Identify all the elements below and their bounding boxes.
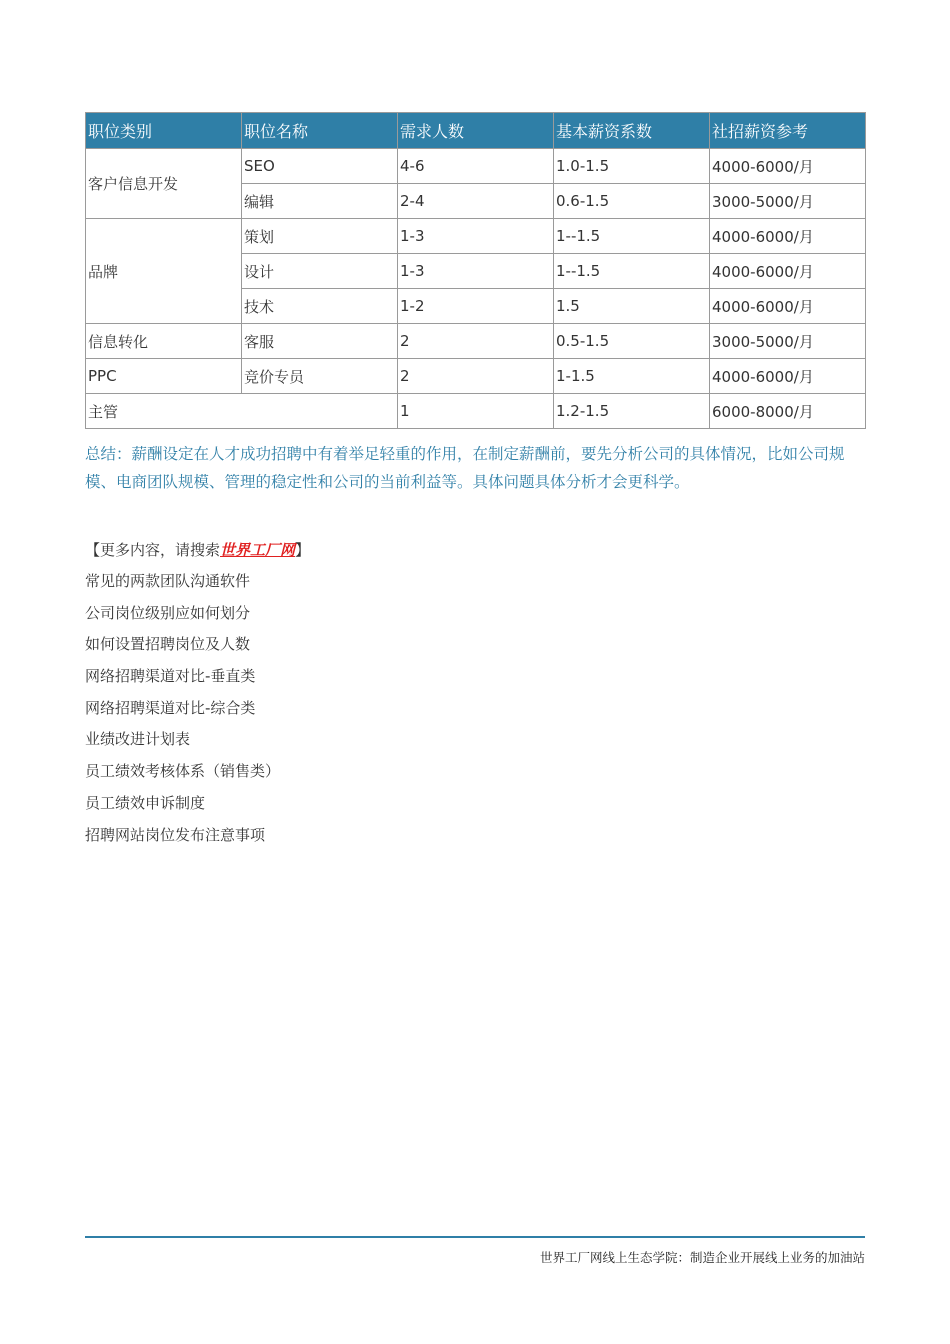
salary-cell: 4000-6000/月: [710, 254, 866, 289]
salary-cell: 4000-6000/月: [710, 149, 866, 184]
position-cell: 策划: [242, 219, 398, 254]
coef-cell: 0.6-1.5: [554, 184, 710, 219]
count-cell: 1-2: [398, 289, 554, 324]
position-cell: 客服: [242, 324, 398, 359]
count-cell: 1-3: [398, 254, 554, 289]
count-cell: 4-6: [398, 149, 554, 184]
header-salary: 社招薪资参考: [710, 113, 866, 149]
salary-cell: 6000-8000/月: [710, 394, 866, 429]
category-cell: 品牌: [86, 219, 242, 324]
related-link[interactable]: 公司岗位级别应如何划分: [85, 603, 251, 622]
position-cell: 竞价专员: [242, 359, 398, 394]
position-cell: 编辑: [242, 184, 398, 219]
salary-cell: 4000-6000/月: [710, 359, 866, 394]
related-link[interactable]: 常见的两款团队沟通软件: [85, 572, 251, 590]
coef-cell: 1.5: [554, 289, 710, 324]
footer-text: 世界工厂网线上生态学院：制造企业开展线上业务的加油站: [539, 1250, 865, 1265]
header-category: 职位类别: [86, 113, 242, 149]
salary-cell: 4000-6000/月: [710, 219, 866, 254]
related-link[interactable]: 招聘网站岗位发布注意事项: [85, 825, 266, 844]
category-cell: 信息转化: [86, 324, 242, 359]
more-content-section: [85, 538, 310, 854]
related-link[interactable]: 业绩改进计划表: [85, 730, 191, 749]
more-content-heading: [85, 538, 310, 569]
more-heading-suffix: 】: [295, 541, 311, 559]
header-position: 职位名称: [242, 113, 398, 149]
count-cell: 2: [398, 324, 554, 359]
table-header-row: [86, 113, 866, 149]
salary-table: [85, 112, 866, 429]
table-row: [86, 324, 866, 359]
count-cell: 1-3: [398, 219, 554, 254]
related-link[interactable]: 员工绩效申诉制度: [85, 793, 206, 812]
coef-cell: 1--1.5: [554, 254, 710, 289]
position-cell: 技术: [242, 289, 398, 324]
footer-divider: [85, 1236, 865, 1238]
table-row: [86, 394, 866, 429]
site-link[interactable]: 世界工厂网: [220, 541, 296, 559]
header-coef: 基本薪资系数: [554, 113, 710, 149]
category-cell: PPC: [86, 359, 242, 394]
related-link[interactable]: 网络招聘渠道对比-综合类: [85, 698, 256, 717]
coef-cell: 0.5-1.5: [554, 324, 710, 359]
count-cell: 1: [398, 394, 554, 429]
category-cell: 客户信息开发: [86, 149, 242, 219]
related-link[interactable]: 网络招聘渠道对比-垂直类: [85, 667, 256, 686]
related-link[interactable]: 员工绩效考核体系（销售类）: [85, 762, 281, 781]
count-cell: 2-4: [398, 184, 554, 219]
coef-cell: 1.2-1.5: [554, 394, 710, 429]
summary-paragraph: 总结：薪酬设定在人才成功招聘中有着举足轻重的作用，在制定薪酬前，要先分析公司的具体情况，比如公司规模、电商团队规模、管理的稳定性和公司的当前利益等。具体问题具体分析才会更科学。: [85, 445, 845, 491]
coef-cell: 1.0-1.5: [554, 149, 710, 184]
table-row: [86, 359, 866, 394]
table-row: [86, 149, 866, 184]
category-cell: 主管: [86, 394, 398, 429]
coef-cell: 1-1.5: [554, 359, 710, 394]
position-cell: 设计: [242, 254, 398, 289]
count-cell: 2: [398, 359, 554, 394]
table-row: [86, 219, 866, 254]
header-count: 需求人数: [398, 113, 554, 149]
related-link[interactable]: 如何设置招聘岗位及人数: [85, 635, 251, 654]
salary-cell: 3000-5000/月: [710, 324, 866, 359]
more-heading-prefix: 【更多内容，请搜索: [85, 541, 221, 559]
salary-cell: 4000-6000/月: [710, 289, 866, 324]
salary-cell: 3000-5000/月: [710, 184, 866, 219]
coef-cell: 1--1.5: [554, 219, 710, 254]
related-links-list: [85, 569, 310, 854]
position-cell: SEO: [242, 149, 398, 184]
